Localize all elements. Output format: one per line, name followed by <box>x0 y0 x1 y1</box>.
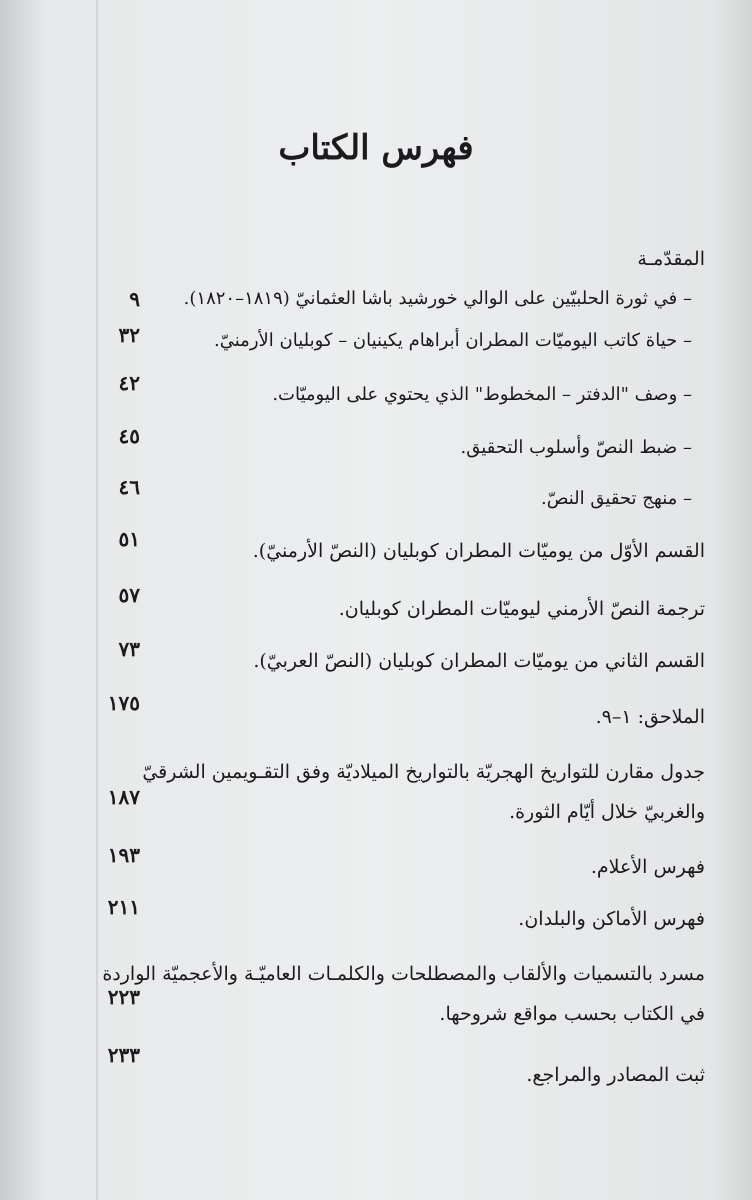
toc-entry-text: فهرس الأعلام. <box>590 856 705 878</box>
toc-entry-text: – ضبط النصّ وأسلوب التحقيق. <box>460 437 692 458</box>
toc-page-number: ١٨٧ <box>107 785 140 809</box>
toc-entry-text: – وصف "الدفتر – المخطوط" الذي يحتوي على اليوميّات. <box>272 384 692 405</box>
toc-entry-text: – منهج تحقيق النصّ. <box>540 488 692 509</box>
toc-entry-text: الملاحق: ١–٩. <box>595 706 705 728</box>
toc-entry-text: ترجمة النصّ الأرمني ليوميّات المطران كوبليان. <box>338 598 705 620</box>
toc-entry-text: ثبت المصادر والمراجع. <box>526 1064 705 1086</box>
toc-page-number: ٥١ <box>118 527 140 551</box>
toc-page-number: ٥٧ <box>118 583 140 607</box>
toc-entry-text: المقدّمـة <box>637 248 705 270</box>
toc-page-number: ٣٢ <box>118 323 140 347</box>
toc-page-number: ٤٦ <box>118 475 140 499</box>
toc-page-number: ٤٢ <box>118 371 140 395</box>
toc-entry-text: – في ثورة الحلبيّين على الوالي خورشيد باشا العثمانيّ (١٨١٩–١٨٢٠). <box>183 288 692 309</box>
toc-page-number: ١٧٥ <box>107 691 140 715</box>
toc-entry-text: – حياة كاتب اليوميّات المطران أبراهام يكينيان – كوبليان الأرمنيّ. <box>214 330 692 351</box>
toc-page-number: ٧٣ <box>118 637 140 661</box>
toc-entry-text: جدول مقارن للتواريخ الهجريّة بالتواريخ الميلاديّة وفق التقـويمين الشرقيّ والغربيّ خلال أيّام الثورة. <box>142 761 705 823</box>
toc-entry-text: القسم الأوّل من يوميّات المطران كوبليان (النصّ الأرمنيّ). <box>252 540 705 562</box>
toc-page-number: ٢٣٣ <box>107 1043 140 1067</box>
page-title: فهرس الكتاب <box>278 128 474 168</box>
toc-page-number: ٢٢٣ <box>107 985 140 1009</box>
toc-page-number: ٤٥ <box>118 424 140 448</box>
toc-entry-text: مسرد بالتسميات والألقاب والمصطلحات والكلمـات العاميّـة والأعجميّة الواردة في الكتاب بحسب مواقع شروحها. <box>102 963 705 1025</box>
toc-entry-text: القسم الثاني من يوميّات المطران كوبليان (النصّ العربيّ). <box>253 650 705 672</box>
toc-page-number: ٩ <box>129 287 140 311</box>
toc-page-number: ٢١١ <box>107 895 140 919</box>
toc-page-number: ١٩٣ <box>107 843 140 867</box>
toc-entry-text: فهرس الأماكن والبلدان. <box>518 908 705 930</box>
